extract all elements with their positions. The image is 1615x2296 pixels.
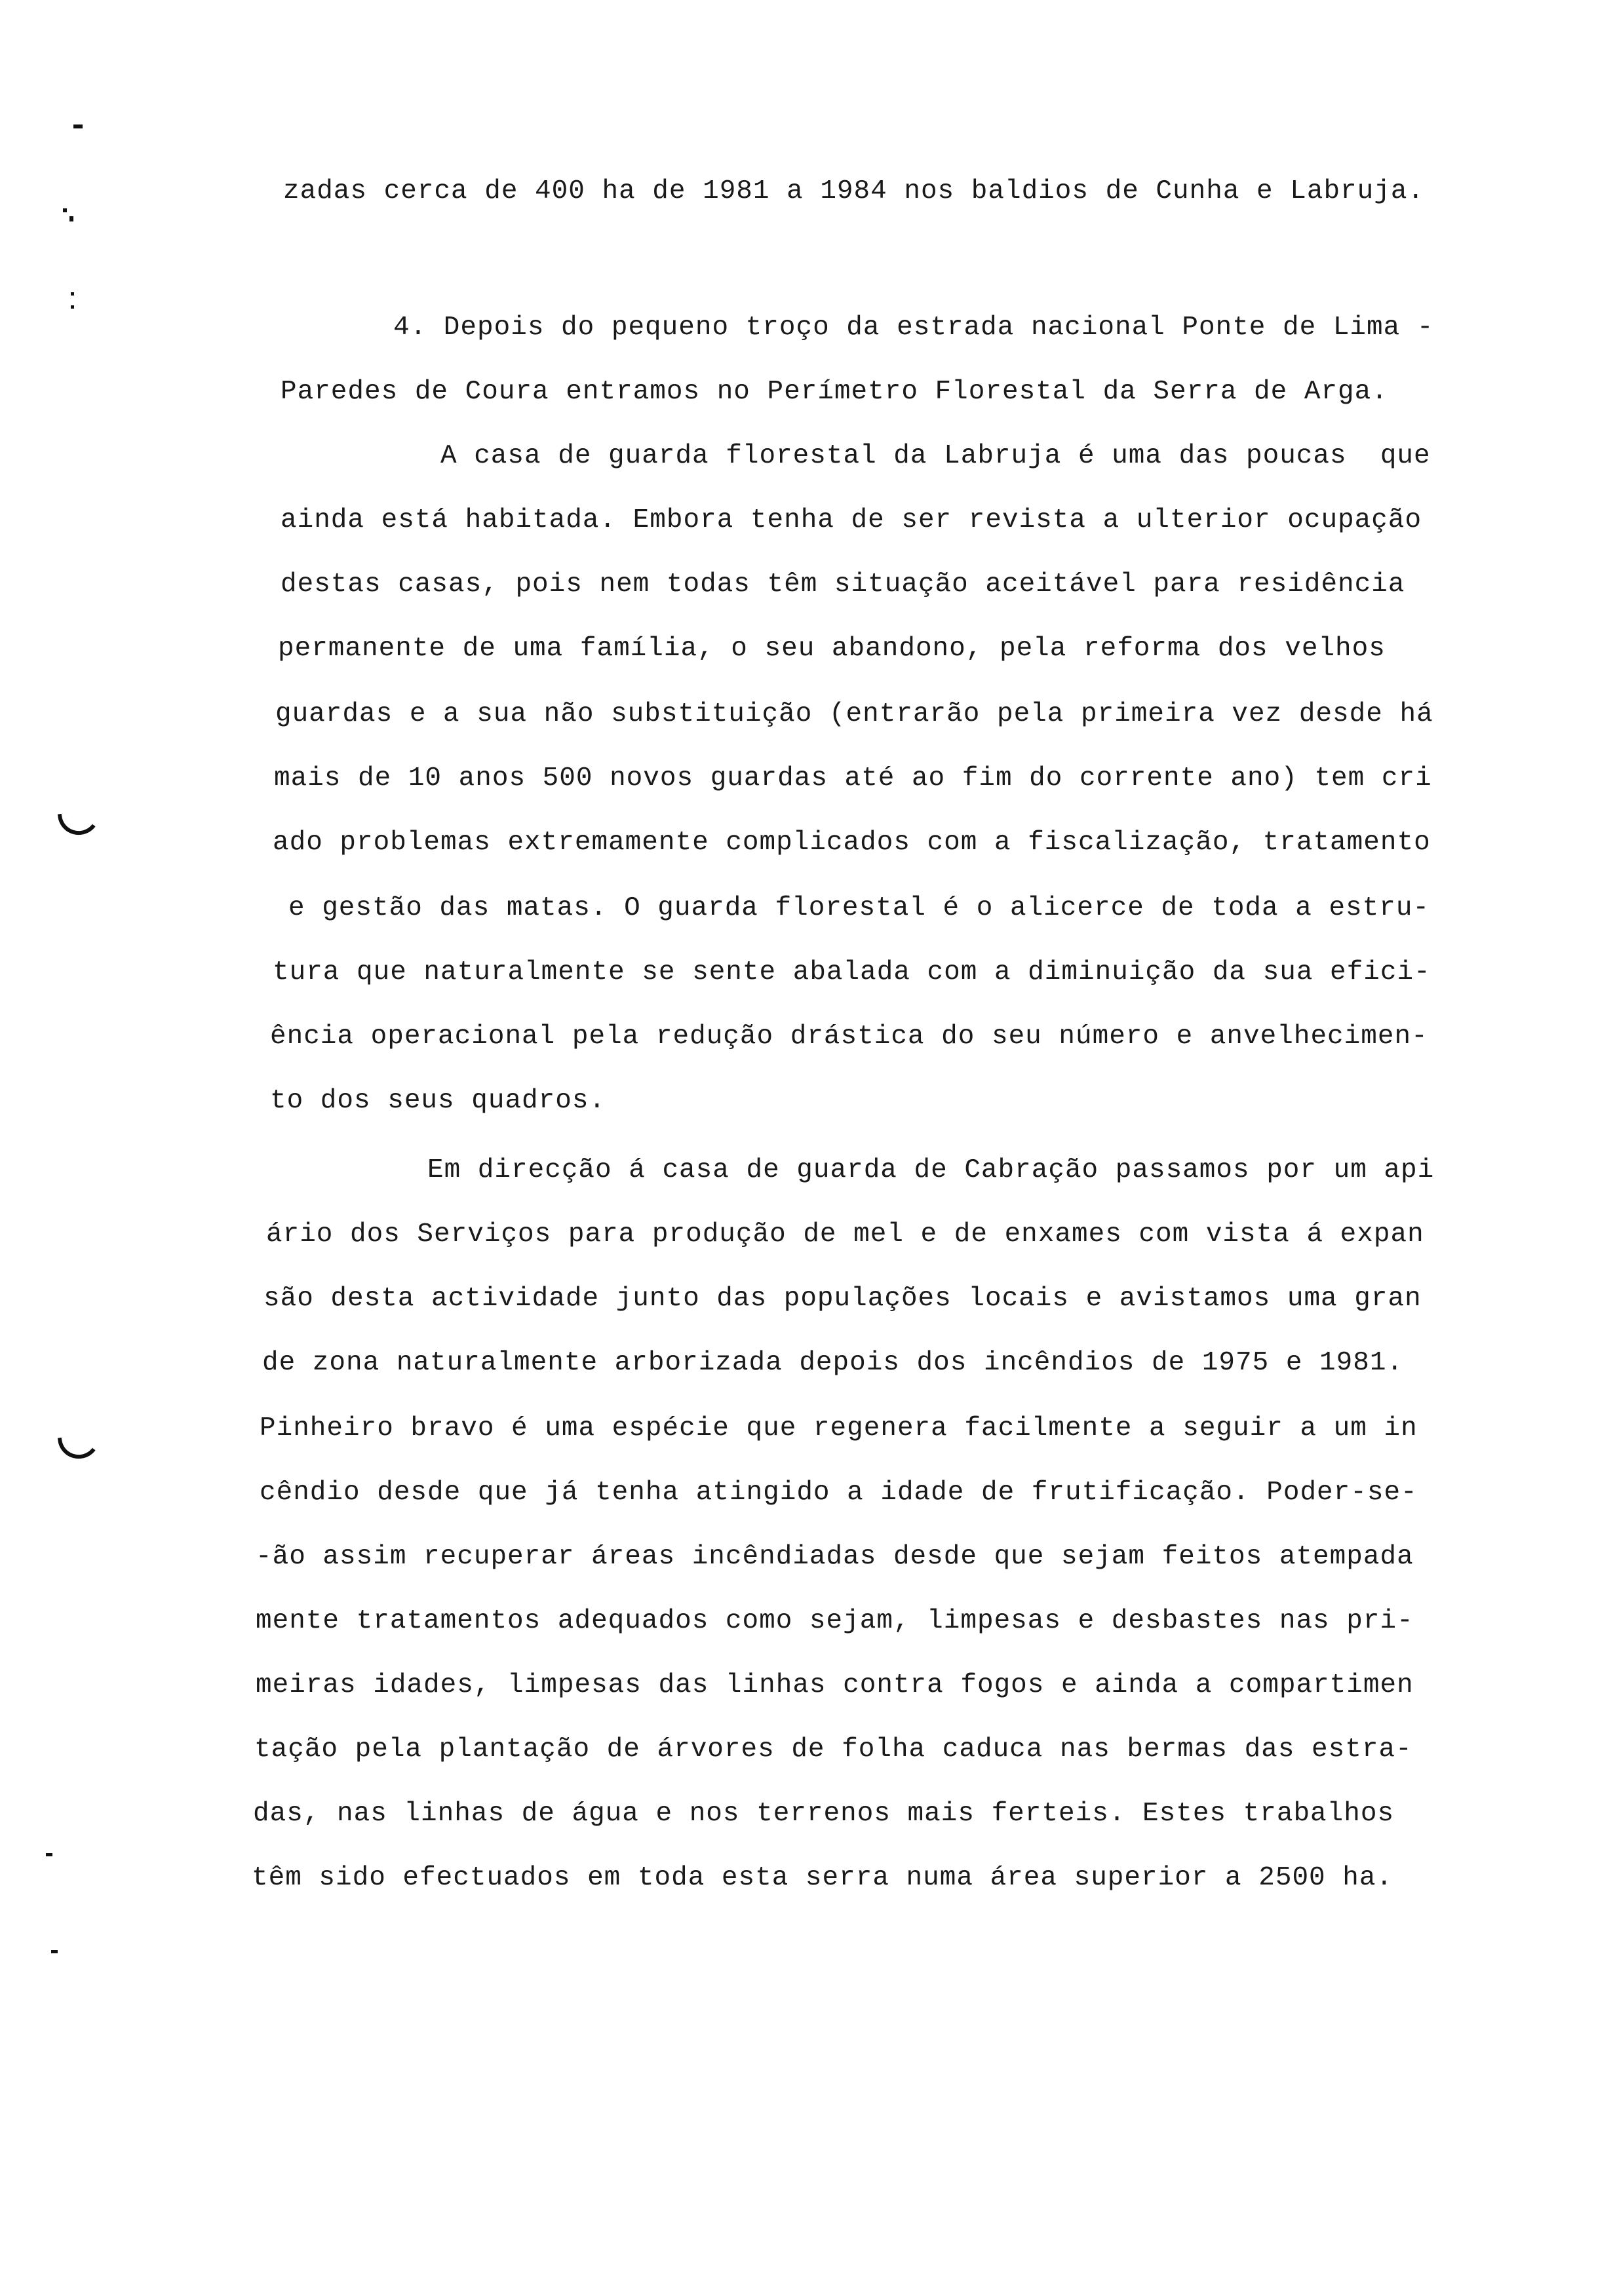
text-line: -ão assim recuperar áreas incêndiadas desde que sejam feitos atempada [256,1542,1414,1572]
text-line: tura que naturalmente se sente abalada com a diminuição da sua efici- [273,957,1431,987]
text-line: Paredes de Coura entramos no Perímetro Florestal da Serra de Arga. [281,377,1388,407]
text-line: 4. Depois do pequeno troço da estrada nacional Ponte de Lima - [393,313,1434,343]
text-line: guardas e a sua não substituição (entrarão pela primeira vez desde há [275,699,1433,729]
text-line: mais de 10 anos 500 novos guardas até ao fim do corrente ano) tem cri [274,763,1432,794]
text-line: destas casas, pois nem todas têm situação aceitável para residência [281,569,1405,600]
text-line: to dos seus quadros. [270,1086,606,1116]
text-line: das, nas linhas de água e nos terrenos mais ferteis. Estes trabalhos [253,1799,1395,1829]
text-line: têm sido efectuados em toda esta serra numa área superior a 2500 ha. [252,1863,1393,1893]
text-line: Pinheiro bravo é uma espécie que regenera facilmente a seguir a um in [260,1413,1418,1444]
text-line: e gestão das matas. O guarda florestal é o alicerce de toda a estru- [288,893,1430,923]
text-line: são desta actividade junto das populações locais e avistamos uma gran [263,1284,1422,1314]
text-line: zadas cerca de 400 ha de 1981 a 1984 nos baldios de Cunha e Labruja. [283,176,1425,206]
text-line: mente tratamentos adequados como sejam, limpesas e desbastes nas pri- [256,1606,1414,1636]
text-line: permanente de uma família, o seu abandono, pela reforma dos velhos [278,634,1386,664]
text-line: ário dos Serviços para produção de mel e de enxames com vista á expan [266,1219,1424,1250]
text-line: ência operacional pela redução drástica do seu número e anvelhecimen- [270,1022,1428,1052]
margin-dot-mark [71,292,74,296]
text-line: de zona naturalmente arborizada depois dos incêndios de 1975 e 1981. [262,1348,1404,1378]
margin-dash-mark [73,124,83,128]
text-line: tação pela plantação de árvores de folha caduca nas bermas das estra- [254,1734,1412,1765]
text-line: ado problemas extremamente complicados com a fiscalização, tratamento [273,828,1431,858]
text-line: Em direcção á casa de guarda de Cabração passamos por um api [427,1155,1435,1185]
margin-tick-mark [69,216,73,221]
binder-arc-mark [58,1432,102,1462]
text-line: cêndio desde que já tenha atingido a idade de frutificação. Poder-se- [260,1478,1418,1508]
text-line: A casa de guarda florestal da Labruja é uma das poucas que [440,441,1431,471]
binder-arc-mark [58,809,102,838]
text-line: ainda está habitada. Embora tenha de ser revista a ulterior ocupação [281,505,1422,535]
margin-dash-mark [46,1853,52,1856]
margin-dot-mark [71,305,74,309]
margin-dash-mark [51,1950,58,1953]
text-line: meiras idades, limpesas das linhas contra fogos e ainda a compartimen [256,1670,1414,1700]
margin-tick-mark [63,208,67,212]
